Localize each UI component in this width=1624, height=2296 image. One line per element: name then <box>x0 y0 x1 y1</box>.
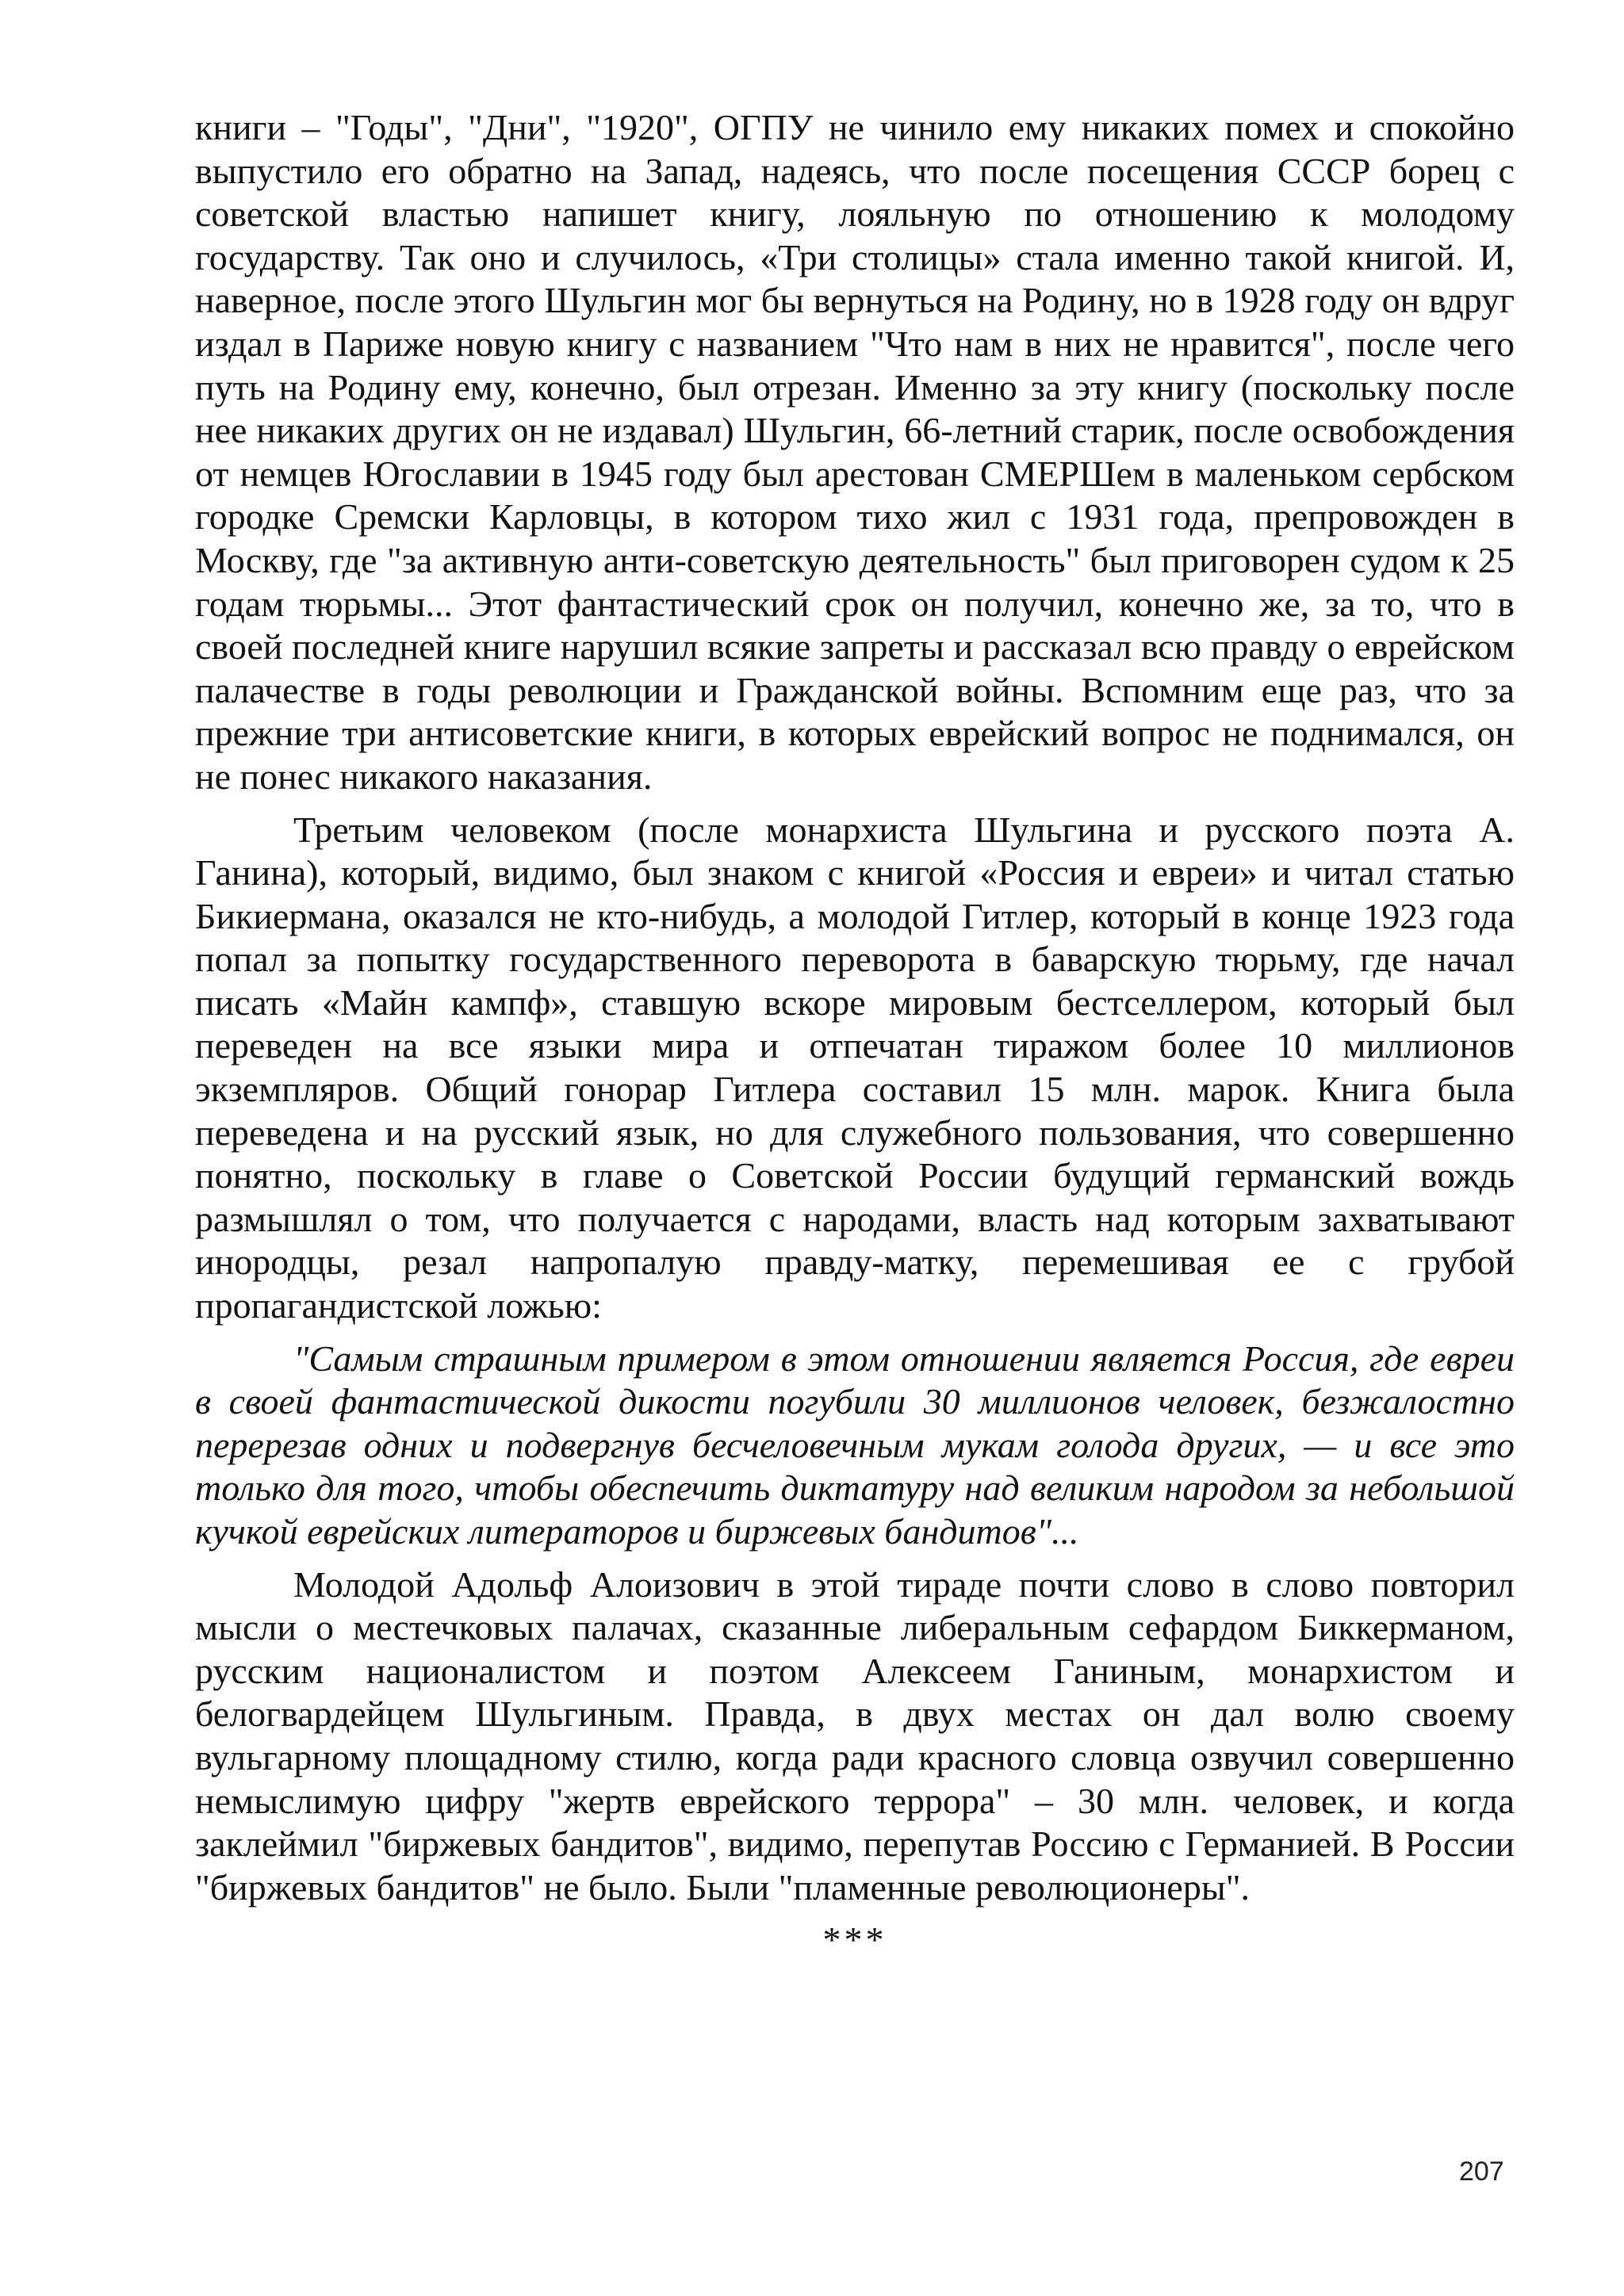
page-number: 207 <box>1459 2156 1504 2187</box>
paragraph-continuation: книги – "Годы", "Дни", "1920", ОГПУ не чинило ему никаких помех и спокойно выпустило его обратно на Запад, надеясь, что после посещения СССР борец с советской властью напишет книгу, лояльную по отношению к молодому государству. Так оно и случилось, «Три столицы» стала именно такой книгой. И, наверное, после этого Шульгин мог бы вернуться на Родину, но в 1928 году он вдруг издал в Париже новую книгу с названием "Что нам в них не нравится", после чего путь на Родину ему, конечно, был отрезан. Именно за эту книгу (поскольку после нее никаких других он не издавал) Шульгин, 66-летний старик, после освобождения от немцев Югославии в 1945 году был арестован СМЕРШем в маленьком сербском городке Сремски Карловцы, в котором тихо жил с 1931 года, препровожден в Москву, где "за активную анти-советскую деятельность" был приговорен судом к 25 годам тюрьмы... Этот фантастический срок он получил, конечно же, за то, что в своей последней книге нарушил всякие запреты и рассказал всю правду о еврейском палачестве в годы революции и Гражданской войны. Вспомним еще раз, что за прежние три антисоветские книги, в которых еврейский вопрос не поднимался, он не понес никакого наказания. <box>195 107 1515 797</box>
paragraph-hitler: Третьим человеком (после монархиста Шульгина и русского поэта А. Ганина), который, видимо, был знаком с книгой «Россия и евреи» и читал статью Бикиермана, оказался не кто-нибудь, а молодой Гитлер, который в конце 1923 года попал за попытку государственного переворота в баварскую тюрьму, где начал писать «Майн кампф», ставшую вскоре мировым бестселлером, который был переведен на все языки мира и отпечатан тиражом более 10 миллионов экземпляров. Общий гонорар Гитлера составил 15 млн. марок. Книга была переведена и на русский язык, но для служебного пользования, что совершенно понятно, поскольку в главе о Советской России будущий германский вождь размышлял о том, что получается с народами, власть над которым захватывают инородцы, резал напропалую правду-матку, перемешивая ее с грубой пропагандистской ложью: <box>195 809 1515 1326</box>
document-page <box>195 106 1515 1962</box>
section-separator: *** <box>822 1919 887 1961</box>
paragraph-closing: Молодой Адольф Алоизович в этой тираде почти слово в слово повторил мысли о местечковых палачах, сказанные либеральным сефардом Биккерманом, русским националистом и поэтом Алексеем Ганиным, монархистом и белогвардейцем Шульгиным. Правда, в двух местах он дал волю своему вульгарному площадному стилю, когда ради красного словца озвучил совершенно немыслимую цифру "жертв еврейского террора" – 30 млн. человек, и когда заклеймил "биржевых бандитов", видимо, перепутав Россию с Германией. В России "биржевых бандитов" не было. Были "пламенные революционеры". <box>195 1563 1515 1908</box>
quote-block: "Самым страшным примером в этом отношении является Россия, где евреи в своей фантастической дикости погубили 30 миллионов человек, безжалостно перерезав одних и подвергнув бесчеловечным мукам голода других, — и все это только для того, чтобы обеспечить диктатуру над великим народом за небольшой кучкой еврейских литераторов и биржевых бандитов"... <box>195 1337 1515 1552</box>
